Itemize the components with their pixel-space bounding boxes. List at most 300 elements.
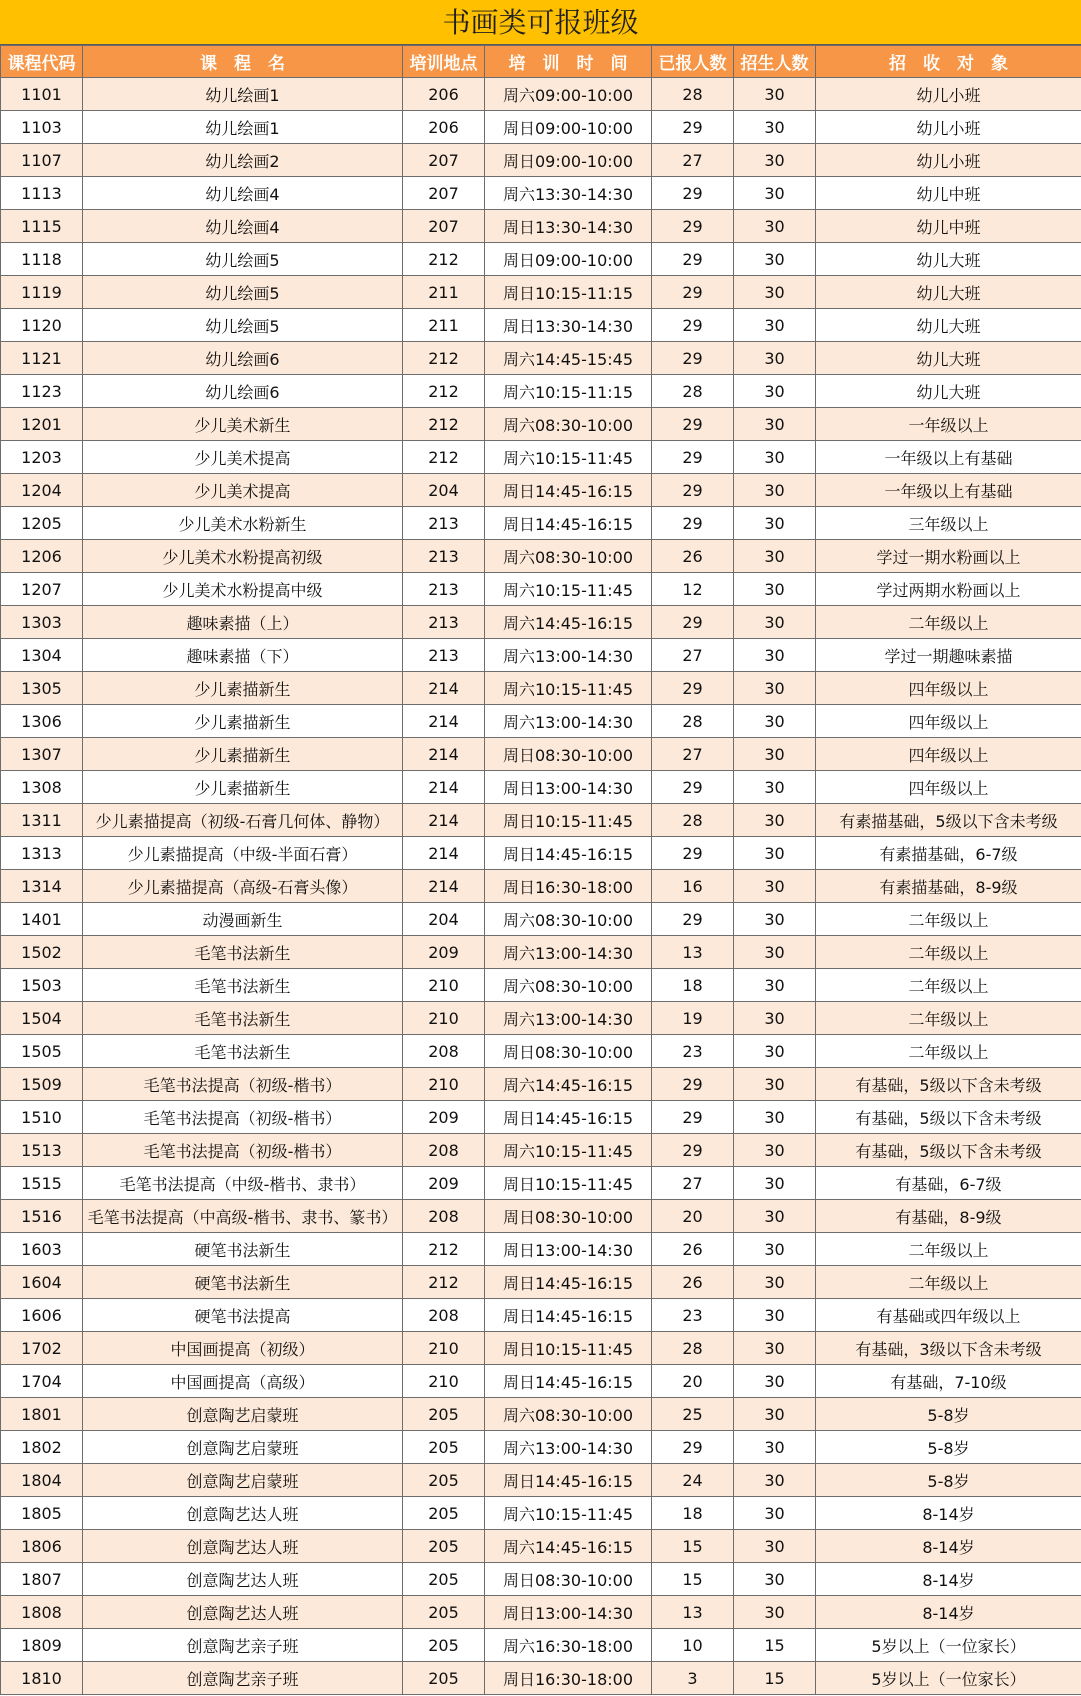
cell-enrolled: 3	[652, 1662, 734, 1695]
table-row	[1, 111, 1081, 144]
cell-course-code: 1801	[1, 1398, 83, 1431]
cell-time: 周六16:30-18:00	[485, 1629, 652, 1662]
table-row	[1, 804, 1081, 837]
cell-course-name: 幼儿绘画5	[83, 276, 403, 309]
cell-capacity: 30	[734, 1299, 816, 1332]
cell-location: 212	[403, 375, 485, 408]
cell-time: 周六14:45-16:15	[485, 1530, 652, 1563]
cell-capacity: 30	[734, 243, 816, 276]
cell-time: 周日14:45-16:15	[485, 1266, 652, 1299]
cell-enrolled: 29	[652, 1101, 734, 1134]
table-row	[1, 210, 1081, 243]
cell-enrolled: 29	[652, 309, 734, 342]
cell-capacity: 30	[734, 342, 816, 375]
cell-target: 8-14岁	[816, 1563, 1081, 1596]
cell-course-name: 中国画提高（高级）	[83, 1365, 403, 1398]
cell-course-code: 1307	[1, 738, 83, 771]
cell-enrolled: 29	[652, 837, 734, 870]
cell-enrolled: 29	[652, 672, 734, 705]
cell-time: 周六13:00-14:30	[485, 1002, 652, 1035]
cell-location: 214	[403, 804, 485, 837]
cell-location: 209	[403, 936, 485, 969]
cell-target: 幼儿小班	[816, 144, 1081, 177]
cell-time: 周日10:15-11:45	[485, 1167, 652, 1200]
cell-time: 周六13:00-14:30	[485, 936, 652, 969]
cell-course-code: 1804	[1, 1464, 83, 1497]
cell-capacity: 30	[734, 870, 816, 903]
cell-time: 周六10:15-11:15	[485, 375, 652, 408]
cell-enrolled: 29	[652, 474, 734, 507]
cell-course-code: 1505	[1, 1035, 83, 1068]
cell-capacity: 30	[734, 705, 816, 738]
cell-course-name: 少儿素描提高（高级-石膏头像）	[83, 870, 403, 903]
table-row	[1, 177, 1081, 210]
cell-target: 5-8岁	[816, 1464, 1081, 1497]
table-row	[1, 144, 1081, 177]
cell-course-name: 少儿素描新生	[83, 738, 403, 771]
table-row	[1, 243, 1081, 276]
cell-time: 周六13:00-14:30	[485, 705, 652, 738]
cell-enrolled: 28	[652, 1332, 734, 1365]
cell-target: 有基础，5级以下含未考级	[816, 1068, 1081, 1101]
cell-time: 周日13:00-14:30	[485, 771, 652, 804]
cell-target: 有基础，3级以下含未考级	[816, 1332, 1081, 1365]
cell-location: 205	[403, 1464, 485, 1497]
table-row	[1, 375, 1081, 408]
table-row	[1, 507, 1081, 540]
cell-course-code: 1121	[1, 342, 83, 375]
table-row	[1, 639, 1081, 672]
cell-course-name: 中国画提高（初级）	[83, 1332, 403, 1365]
cell-capacity: 30	[734, 78, 816, 111]
table-row	[1, 1497, 1081, 1530]
cell-time: 周日10:15-11:45	[485, 1332, 652, 1365]
cell-location: 206	[403, 78, 485, 111]
cell-enrolled: 29	[652, 771, 734, 804]
cell-time: 周六13:00-14:30	[485, 1431, 652, 1464]
cell-capacity: 30	[734, 936, 816, 969]
cell-course-code: 1115	[1, 210, 83, 243]
cell-target: 有素描基础，6-7级	[816, 837, 1081, 870]
cell-capacity: 30	[734, 507, 816, 540]
cell-target: 二年级以上	[816, 1266, 1081, 1299]
cell-enrolled: 18	[652, 1497, 734, 1530]
cell-course-name: 硬笔书法提高	[83, 1299, 403, 1332]
cell-target: 有基础，5级以下含未考级	[816, 1101, 1081, 1134]
cell-time: 周日08:30-10:00	[485, 1563, 652, 1596]
table-row	[1, 1200, 1081, 1233]
cell-location: 210	[403, 1068, 485, 1101]
cell-enrolled: 15	[652, 1563, 734, 1596]
cell-location: 211	[403, 276, 485, 309]
cell-location: 204	[403, 903, 485, 936]
cell-location: 213	[403, 507, 485, 540]
cell-course-code: 1314	[1, 870, 83, 903]
cell-time: 周日10:15-11:45	[485, 804, 652, 837]
cell-time: 周六08:30-10:00	[485, 1398, 652, 1431]
cell-time: 周六09:00-10:00	[485, 78, 652, 111]
table-row	[1, 1134, 1081, 1167]
cell-capacity: 30	[734, 1101, 816, 1134]
cell-course-name: 毛笔书法新生	[83, 1002, 403, 1035]
cell-course-code: 1119	[1, 276, 83, 309]
cell-target: 有基础，5级以下含未考级	[816, 1134, 1081, 1167]
cell-time: 周六08:30-10:00	[485, 969, 652, 1002]
cell-course-name: 少儿素描提高（中级-半面石膏）	[83, 837, 403, 870]
cell-capacity: 30	[734, 276, 816, 309]
table-row	[1, 1332, 1081, 1365]
cell-target: 二年级以上	[816, 936, 1081, 969]
cell-target: 二年级以上	[816, 969, 1081, 1002]
cell-time: 周六13:00-14:30	[485, 639, 652, 672]
cell-location: 212	[403, 243, 485, 276]
header-row	[1, 46, 1081, 78]
cell-location: 207	[403, 210, 485, 243]
cell-capacity: 30	[734, 969, 816, 1002]
cell-enrolled: 29	[652, 276, 734, 309]
cell-time: 周日09:00-10:00	[485, 144, 652, 177]
cell-capacity: 30	[734, 1596, 816, 1629]
cell-capacity: 30	[734, 1233, 816, 1266]
cell-time: 周六08:30-10:00	[485, 408, 652, 441]
sheet-title: 书画类可报班级	[0, 0, 1081, 45]
table-row	[1, 870, 1081, 903]
cell-course-code: 1204	[1, 474, 83, 507]
cell-course-name: 幼儿绘画1	[83, 111, 403, 144]
cell-target: 8-14岁	[816, 1530, 1081, 1563]
cell-course-code: 1107	[1, 144, 83, 177]
table-row	[1, 1233, 1081, 1266]
cell-capacity: 30	[734, 441, 816, 474]
cell-enrolled: 18	[652, 969, 734, 1002]
cell-course-code: 1516	[1, 1200, 83, 1233]
cell-enrolled: 25	[652, 1398, 734, 1431]
cell-enrolled: 13	[652, 936, 734, 969]
cell-course-code: 1113	[1, 177, 83, 210]
cell-capacity: 30	[734, 1167, 816, 1200]
cell-target: 有素描基础，5级以下含未考级	[816, 804, 1081, 837]
cell-target: 有素描基础，8-9级	[816, 870, 1081, 903]
cell-enrolled: 20	[652, 1200, 734, 1233]
cell-enrolled: 26	[652, 1233, 734, 1266]
cell-course-name: 幼儿绘画6	[83, 342, 403, 375]
table-row	[1, 1662, 1081, 1695]
cell-enrolled: 23	[652, 1035, 734, 1068]
cell-enrolled: 26	[652, 540, 734, 573]
cell-capacity: 30	[734, 738, 816, 771]
cell-course-name: 毛笔书法提高（初级-楷书）	[83, 1101, 403, 1134]
cell-location: 205	[403, 1398, 485, 1431]
cell-target: 幼儿大班	[816, 243, 1081, 276]
cell-enrolled: 29	[652, 606, 734, 639]
cell-enrolled: 29	[652, 441, 734, 474]
cell-location: 210	[403, 1002, 485, 1035]
cell-course-code: 1704	[1, 1365, 83, 1398]
cell-location: 212	[403, 1266, 485, 1299]
cell-target: 四年级以上	[816, 705, 1081, 738]
cell-enrolled: 29	[652, 243, 734, 276]
cell-time: 周日13:00-14:30	[485, 1596, 652, 1629]
table-row	[1, 903, 1081, 936]
cell-capacity: 30	[734, 639, 816, 672]
cell-enrolled: 28	[652, 705, 734, 738]
cell-capacity: 15	[734, 1629, 816, 1662]
cell-enrolled: 26	[652, 1266, 734, 1299]
cell-course-name: 创意陶艺达人班	[83, 1596, 403, 1629]
cell-capacity: 30	[734, 672, 816, 705]
cell-course-code: 1303	[1, 606, 83, 639]
cell-course-name: 动漫画新生	[83, 903, 403, 936]
cell-time: 周六13:30-14:30	[485, 177, 652, 210]
cell-location: 206	[403, 111, 485, 144]
cell-course-code: 1306	[1, 705, 83, 738]
cell-capacity: 30	[734, 1497, 816, 1530]
cell-enrolled: 27	[652, 1167, 734, 1200]
cell-target: 二年级以上	[816, 1233, 1081, 1266]
cell-location: 205	[403, 1563, 485, 1596]
table-row	[1, 342, 1081, 375]
table-row	[1, 1563, 1081, 1596]
cell-target: 二年级以上	[816, 606, 1081, 639]
cell-course-code: 1103	[1, 111, 83, 144]
cell-target: 幼儿大班	[816, 276, 1081, 309]
cell-enrolled: 27	[652, 144, 734, 177]
cell-capacity: 30	[734, 1266, 816, 1299]
cell-course-code: 1207	[1, 573, 83, 606]
header-target: 招 收 对 象	[816, 46, 1081, 78]
cell-location: 205	[403, 1596, 485, 1629]
header-time: 培 训 时 间	[485, 46, 652, 78]
cell-location: 212	[403, 441, 485, 474]
cell-target: 学过一期水粉画以上	[816, 540, 1081, 573]
cell-enrolled: 13	[652, 1596, 734, 1629]
cell-course-name: 少儿美术新生	[83, 408, 403, 441]
cell-course-code: 1805	[1, 1497, 83, 1530]
cell-course-code: 1305	[1, 672, 83, 705]
table-row	[1, 474, 1081, 507]
cell-course-name: 幼儿绘画5	[83, 309, 403, 342]
table-row	[1, 771, 1081, 804]
cell-course-code: 1515	[1, 1167, 83, 1200]
cell-course-name: 创意陶艺亲子班	[83, 1662, 403, 1695]
cell-course-code: 1809	[1, 1629, 83, 1662]
cell-capacity: 30	[734, 375, 816, 408]
cell-capacity: 30	[734, 1002, 816, 1035]
cell-course-code: 1203	[1, 441, 83, 474]
cell-time: 周六10:15-11:45	[485, 1497, 652, 1530]
cell-course-code: 1205	[1, 507, 83, 540]
cell-course-code: 1401	[1, 903, 83, 936]
cell-location: 209	[403, 1167, 485, 1200]
cell-course-code: 1311	[1, 804, 83, 837]
cell-course-name: 创意陶艺达人班	[83, 1530, 403, 1563]
table-row	[1, 1002, 1081, 1035]
cell-time: 周日14:45-16:15	[485, 1101, 652, 1134]
cell-course-code: 1808	[1, 1596, 83, 1629]
table-row	[1, 309, 1081, 342]
cell-capacity: 30	[734, 903, 816, 936]
table-row	[1, 672, 1081, 705]
cell-enrolled: 10	[652, 1629, 734, 1662]
cell-course-code: 1118	[1, 243, 83, 276]
cell-target: 幼儿大班	[816, 375, 1081, 408]
cell-enrolled: 29	[652, 507, 734, 540]
cell-capacity: 15	[734, 1662, 816, 1695]
cell-location: 214	[403, 705, 485, 738]
table-row	[1, 1398, 1081, 1431]
cell-course-name: 毛笔书法新生	[83, 1035, 403, 1068]
header-capacity: 招生人数	[734, 46, 816, 78]
table-row	[1, 936, 1081, 969]
cell-time: 周日13:30-14:30	[485, 309, 652, 342]
cell-course-name: 少儿素描新生	[83, 672, 403, 705]
table-row	[1, 441, 1081, 474]
cell-course-code: 1807	[1, 1563, 83, 1596]
cell-location: 213	[403, 540, 485, 573]
table-row	[1, 1464, 1081, 1497]
cell-time: 周日14:45-16:15	[485, 837, 652, 870]
cell-time: 周日13:30-14:30	[485, 210, 652, 243]
cell-location: 204	[403, 474, 485, 507]
cell-enrolled: 23	[652, 1299, 734, 1332]
cell-time: 周日08:30-10:00	[485, 1035, 652, 1068]
cell-course-name: 少儿素描新生	[83, 705, 403, 738]
cell-course-name: 创意陶艺达人班	[83, 1563, 403, 1596]
cell-time: 周日16:30-18:00	[485, 1662, 652, 1695]
cell-course-name: 创意陶艺亲子班	[83, 1629, 403, 1662]
table-row	[1, 1266, 1081, 1299]
cell-course-code: 1504	[1, 1002, 83, 1035]
cell-location: 208	[403, 1035, 485, 1068]
cell-course-code: 1802	[1, 1431, 83, 1464]
cell-target: 5-8岁	[816, 1398, 1081, 1431]
cell-time: 周日14:45-16:15	[485, 507, 652, 540]
cell-capacity: 30	[734, 210, 816, 243]
table-row	[1, 1068, 1081, 1101]
cell-course-code: 1702	[1, 1332, 83, 1365]
cell-capacity: 30	[734, 144, 816, 177]
cell-course-code: 1313	[1, 837, 83, 870]
cell-capacity: 30	[734, 474, 816, 507]
cell-target: 有基础，8-9级	[816, 1200, 1081, 1233]
cell-location: 207	[403, 177, 485, 210]
cell-enrolled: 16	[652, 870, 734, 903]
cell-enrolled: 24	[652, 1464, 734, 1497]
cell-course-name: 少儿美术提高	[83, 441, 403, 474]
cell-time: 周六08:30-10:00	[485, 540, 652, 573]
cell-course-name: 趣味素描（下）	[83, 639, 403, 672]
cell-target: 5岁以上（一位家长）	[816, 1629, 1081, 1662]
cell-capacity: 30	[734, 1068, 816, 1101]
cell-course-name: 毛笔书法新生	[83, 936, 403, 969]
cell-location: 207	[403, 144, 485, 177]
cell-location: 205	[403, 1497, 485, 1530]
cell-target: 幼儿大班	[816, 309, 1081, 342]
cell-course-name: 毛笔书法提高（初级-楷书）	[83, 1134, 403, 1167]
cell-target: 学过一期趣味素描	[816, 639, 1081, 672]
table-row	[1, 78, 1081, 111]
cell-target: 幼儿小班	[816, 78, 1081, 111]
cell-course-name: 毛笔书法提高（中级-楷书、隶书）	[83, 1167, 403, 1200]
cell-enrolled: 29	[652, 111, 734, 144]
cell-time: 周六10:15-11:45	[485, 573, 652, 606]
cell-course-name: 创意陶艺启蒙班	[83, 1464, 403, 1497]
table-row	[1, 738, 1081, 771]
cell-location: 210	[403, 1365, 485, 1398]
table-row	[1, 969, 1081, 1002]
cell-capacity: 30	[734, 408, 816, 441]
cell-time: 周日08:30-10:00	[485, 738, 652, 771]
cell-course-name: 创意陶艺启蒙班	[83, 1431, 403, 1464]
cell-course-code: 1810	[1, 1662, 83, 1695]
cell-enrolled: 19	[652, 1002, 734, 1035]
cell-target: 二年级以上	[816, 903, 1081, 936]
table-row	[1, 408, 1081, 441]
cell-course-code: 1308	[1, 771, 83, 804]
cell-target: 有基础，6-7级	[816, 1167, 1081, 1200]
cell-target: 幼儿中班	[816, 177, 1081, 210]
cell-location: 213	[403, 573, 485, 606]
cell-time: 周日09:00-10:00	[485, 243, 652, 276]
cell-course-code: 1304	[1, 639, 83, 672]
cell-course-code: 1603	[1, 1233, 83, 1266]
cell-location: 208	[403, 1299, 485, 1332]
table-row	[1, 540, 1081, 573]
cell-course-code: 1509	[1, 1068, 83, 1101]
cell-capacity: 30	[734, 1200, 816, 1233]
cell-time: 周六10:15-11:45	[485, 672, 652, 705]
table-row	[1, 1167, 1081, 1200]
cell-course-name: 少儿素描新生	[83, 771, 403, 804]
cell-course-code: 1123	[1, 375, 83, 408]
cell-capacity: 30	[734, 540, 816, 573]
cell-enrolled: 29	[652, 1068, 734, 1101]
cell-target: 幼儿小班	[816, 111, 1081, 144]
cell-location: 214	[403, 672, 485, 705]
cell-capacity: 30	[734, 1398, 816, 1431]
cell-enrolled: 15	[652, 1530, 734, 1563]
cell-target: 一年级以上有基础	[816, 441, 1081, 474]
cell-course-name: 创意陶艺启蒙班	[83, 1398, 403, 1431]
cell-target: 学过两期水粉画以上	[816, 573, 1081, 606]
cell-capacity: 30	[734, 1365, 816, 1398]
cell-course-code: 1606	[1, 1299, 83, 1332]
cell-capacity: 30	[734, 1134, 816, 1167]
cell-course-name: 幼儿绘画4	[83, 210, 403, 243]
cell-course-name: 幼儿绘画2	[83, 144, 403, 177]
cell-enrolled: 28	[652, 375, 734, 408]
cell-enrolled: 29	[652, 177, 734, 210]
cell-target: 5-8岁	[816, 1431, 1081, 1464]
table-row	[1, 573, 1081, 606]
cell-course-code: 1503	[1, 969, 83, 1002]
cell-target: 四年级以上	[816, 672, 1081, 705]
cell-location: 212	[403, 342, 485, 375]
cell-enrolled: 29	[652, 342, 734, 375]
table-row	[1, 1365, 1081, 1398]
cell-capacity: 30	[734, 111, 816, 144]
cell-location: 214	[403, 738, 485, 771]
cell-enrolled: 29	[652, 408, 734, 441]
cell-target: 三年级以上	[816, 507, 1081, 540]
cell-target: 有基础，7-10级	[816, 1365, 1081, 1398]
cell-location: 214	[403, 771, 485, 804]
cell-target: 四年级以上	[816, 738, 1081, 771]
cell-enrolled: 29	[652, 1134, 734, 1167]
cell-target: 二年级以上	[816, 1035, 1081, 1068]
cell-target: 8-14岁	[816, 1596, 1081, 1629]
cell-course-name: 毛笔书法新生	[83, 969, 403, 1002]
